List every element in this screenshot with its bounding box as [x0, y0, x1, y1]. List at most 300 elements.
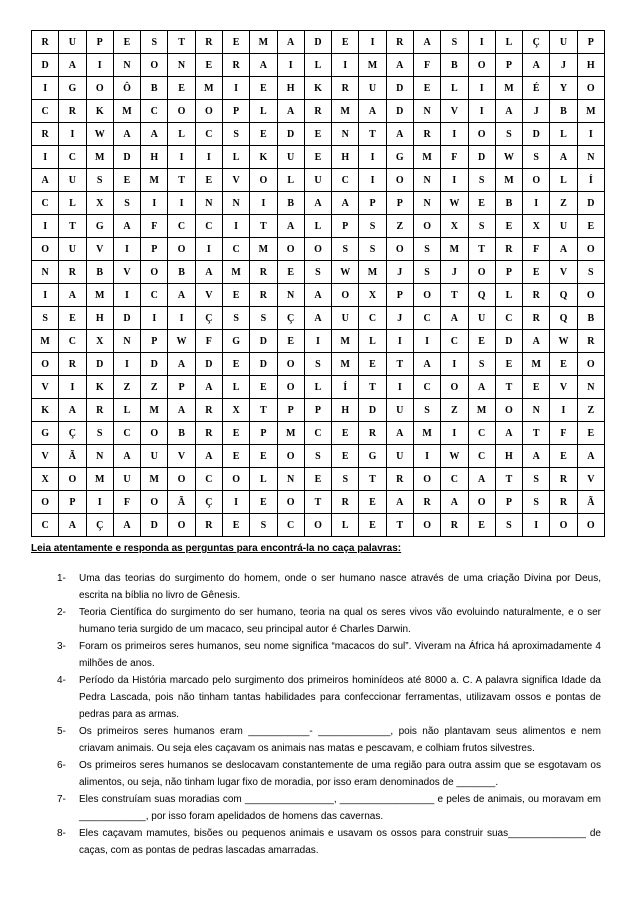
grid-cell: C	[141, 284, 168, 307]
grid-cell: O	[304, 514, 331, 537]
grid-cell: E	[168, 77, 195, 100]
grid-cell: E	[413, 77, 440, 100]
grid-cell: O	[468, 261, 495, 284]
grid-cell: M	[195, 77, 222, 100]
grid-cell: L	[304, 376, 331, 399]
grid-cell: E	[222, 422, 249, 445]
grid-cell: A	[386, 54, 413, 77]
grid-cell: P	[277, 399, 304, 422]
grid-cell: O	[141, 491, 168, 514]
grid-cell: T	[359, 468, 386, 491]
grid-cell: S	[141, 31, 168, 54]
grid-cell: A	[113, 123, 140, 146]
grid-row	[32, 445, 605, 468]
grid-cell: B	[168, 422, 195, 445]
grid-cell: U	[550, 215, 577, 238]
grid-cell: R	[359, 422, 386, 445]
grid-cell: I	[386, 330, 413, 353]
grid-cell: N	[577, 376, 604, 399]
grid-cell: A	[468, 376, 495, 399]
grid-cell: G	[222, 330, 249, 353]
grid-cell: S	[86, 169, 113, 192]
grid-cell: U	[59, 31, 86, 54]
grid-cell: H	[86, 307, 113, 330]
grid-cell: I	[32, 77, 59, 100]
question-number: 2-	[57, 607, 66, 618]
grid-cell: T	[523, 422, 550, 445]
grid-cell: P	[495, 261, 522, 284]
grid-cell: I	[113, 353, 140, 376]
grid-cell: N	[168, 54, 195, 77]
grid-row	[32, 330, 605, 353]
grid-cell: E	[359, 491, 386, 514]
grid-cell: A	[550, 238, 577, 261]
grid-cell: E	[222, 353, 249, 376]
grid-cell: Ç	[195, 307, 222, 330]
grid-cell: H	[332, 146, 359, 169]
grid-cell: I	[441, 422, 468, 445]
grid-cell: U	[332, 307, 359, 330]
grid-cell: C	[195, 215, 222, 238]
grid-cell: O	[413, 284, 440, 307]
grid-cell: C	[277, 514, 304, 537]
grid-cell: R	[86, 399, 113, 422]
grid-cell: N	[277, 468, 304, 491]
grid-cell: D	[495, 330, 522, 353]
grid-cell: C	[195, 468, 222, 491]
grid-cell: R	[413, 491, 440, 514]
grid-cell: S	[86, 422, 113, 445]
grid-row	[32, 353, 605, 376]
grid-cell: E	[304, 146, 331, 169]
grid-cell: O	[304, 238, 331, 261]
grid-cell: M	[523, 353, 550, 376]
grid-cell: L	[550, 123, 577, 146]
grid-cell: E	[250, 491, 277, 514]
grid-cell: R	[386, 31, 413, 54]
grid-cell: O	[577, 77, 604, 100]
grid-cell: C	[168, 215, 195, 238]
grid-cell: M	[495, 77, 522, 100]
grid-cell: A	[59, 399, 86, 422]
grid-cell: W	[86, 123, 113, 146]
grid-cell: O	[550, 514, 577, 537]
grid-cell: K	[32, 399, 59, 422]
grid-cell: Z	[141, 376, 168, 399]
grid-cell: M	[332, 100, 359, 123]
grid-cell: E	[222, 31, 249, 54]
grid-cell: A	[195, 445, 222, 468]
grid-cell: P	[332, 215, 359, 238]
grid-cell: X	[222, 399, 249, 422]
grid-cell: P	[59, 491, 86, 514]
grid-cell: V	[113, 261, 140, 284]
grid-cell: R	[250, 284, 277, 307]
grid-cell: L	[222, 376, 249, 399]
grid-cell: X	[359, 284, 386, 307]
grid-cell: A	[59, 514, 86, 537]
grid-cell: R	[495, 238, 522, 261]
grid-cell: S	[495, 514, 522, 537]
grid-cell: X	[523, 215, 550, 238]
grid-row	[32, 491, 605, 514]
grid-cell: F	[413, 54, 440, 77]
grid-cell: F	[141, 215, 168, 238]
grid-cell: S	[468, 353, 495, 376]
grid-cell: P	[495, 54, 522, 77]
grid-cell: X	[86, 330, 113, 353]
grid-cell: N	[222, 192, 249, 215]
grid-cell: G	[359, 445, 386, 468]
grid-cell: B	[495, 192, 522, 215]
question-number: 4-	[57, 675, 66, 686]
grid-cell: E	[359, 353, 386, 376]
grid-cell: O	[413, 215, 440, 238]
grid-cell: I	[441, 353, 468, 376]
grid-cell: I	[413, 330, 440, 353]
grid-cell: A	[441, 491, 468, 514]
grid-cell: O	[168, 238, 195, 261]
grid-cell: V	[168, 445, 195, 468]
grid-cell: Z	[113, 376, 140, 399]
grid-cell: D	[577, 192, 604, 215]
grid-cell: L	[441, 77, 468, 100]
grid-cell: A	[168, 353, 195, 376]
grid-cell: A	[277, 215, 304, 238]
grid-cell: O	[141, 261, 168, 284]
grid-cell: L	[550, 169, 577, 192]
grid-cell: T	[495, 376, 522, 399]
grid-cell: S	[250, 514, 277, 537]
grid-cell: R	[222, 54, 249, 77]
grid-cell: J	[550, 54, 577, 77]
grid-cell: N	[413, 169, 440, 192]
grid-cell: E	[277, 330, 304, 353]
grid-cell: C	[222, 238, 249, 261]
grid-cell: U	[113, 468, 140, 491]
grid-cell: N	[195, 192, 222, 215]
grid-row	[32, 54, 605, 77]
grid-cell: C	[113, 422, 140, 445]
grid-cell: E	[577, 422, 604, 445]
grid-cell: D	[250, 353, 277, 376]
grid-row	[32, 422, 605, 445]
grid-cell: M	[413, 422, 440, 445]
grid-cell: Y	[550, 77, 577, 100]
grid-cell: U	[304, 169, 331, 192]
question-text: Foram os primeiros seres humanos, seu nome significa “macacos do sul”. Viveram na África há aproximadamente 4 milhões de anos.	[79, 641, 601, 669]
grid-cell: M	[277, 422, 304, 445]
grid-cell: E	[550, 445, 577, 468]
grid-cell: O	[277, 238, 304, 261]
grid-cell: O	[250, 169, 277, 192]
grid-row	[32, 468, 605, 491]
grid-cell: A	[468, 468, 495, 491]
grid-cell: Ã	[168, 491, 195, 514]
grid-cell: O	[413, 514, 440, 537]
grid-cell: C	[32, 514, 59, 537]
question-number: 7-	[57, 794, 66, 805]
grid-row	[32, 261, 605, 284]
grid-cell: Z	[386, 215, 413, 238]
grid-row	[32, 100, 605, 123]
grid-cell: P	[86, 31, 113, 54]
grid-cell: G	[86, 215, 113, 238]
grid-cell: L	[250, 100, 277, 123]
grid-cell: A	[59, 54, 86, 77]
grid-cell: D	[141, 353, 168, 376]
grid-cell: E	[250, 376, 277, 399]
grid-cell: U	[141, 445, 168, 468]
question-item	[31, 757, 601, 791]
grid-cell: B	[577, 307, 604, 330]
grid-cell: O	[141, 54, 168, 77]
grid-cell: M	[86, 468, 113, 491]
grid-cell: M	[141, 399, 168, 422]
grid-cell: T	[495, 468, 522, 491]
grid-cell: I	[32, 146, 59, 169]
grid-cell: Ã	[59, 445, 86, 468]
grid-cell: R	[195, 399, 222, 422]
grid-cell: E	[222, 284, 249, 307]
grid-cell: É	[523, 77, 550, 100]
grid-cell: L	[495, 31, 522, 54]
grid-cell: A	[413, 31, 440, 54]
grid-cell: S	[113, 192, 140, 215]
grid-cell: A	[113, 215, 140, 238]
grid-cell: C	[32, 192, 59, 215]
grid-cell: N	[413, 192, 440, 215]
grid-cell: U	[59, 169, 86, 192]
grid-cell: P	[386, 192, 413, 215]
grid-cell: I	[304, 330, 331, 353]
grid-cell: O	[495, 399, 522, 422]
grid-cell: M	[332, 330, 359, 353]
grid-cell: A	[523, 54, 550, 77]
grid-cell: S	[250, 307, 277, 330]
grid-cell: D	[468, 146, 495, 169]
grid-cell: H	[141, 146, 168, 169]
grid-cell: E	[468, 192, 495, 215]
grid-cell: S	[523, 146, 550, 169]
grid-cell: A	[523, 330, 550, 353]
question-number: 8-	[57, 828, 66, 839]
grid-cell: T	[168, 31, 195, 54]
grid-cell: Q	[550, 307, 577, 330]
grid-cell: I	[413, 445, 440, 468]
grid-cell: G	[386, 146, 413, 169]
grid-cell: S	[332, 468, 359, 491]
grid-cell: S	[32, 307, 59, 330]
grid-cell: M	[250, 238, 277, 261]
grid-cell: E	[250, 77, 277, 100]
grid-cell: S	[495, 123, 522, 146]
grid-cell: O	[413, 468, 440, 491]
grid-cell: A	[386, 491, 413, 514]
question-text: Teoria Científica do surgimento do ser humano, teoria na qual os seres vivos vão evoluindo naturalmente, e o ser humano teria surgido de um macaco, seu principal autor é Charles Darwin.	[79, 607, 601, 635]
grid-cell: I	[168, 307, 195, 330]
grid-cell: I	[141, 192, 168, 215]
grid-cell: E	[523, 261, 550, 284]
grid-cell: A	[413, 353, 440, 376]
grid-cell: I	[577, 123, 604, 146]
grid-cell: E	[195, 169, 222, 192]
grid-cell: A	[495, 422, 522, 445]
grid-row	[32, 192, 605, 215]
grid-cell: P	[386, 284, 413, 307]
grid-cell: T	[359, 376, 386, 399]
grid-cell: A	[250, 54, 277, 77]
grid-cell: S	[441, 31, 468, 54]
grid-cell: A	[141, 123, 168, 146]
grid-cell: T	[250, 399, 277, 422]
grid-cell: A	[577, 445, 604, 468]
grid-cell: S	[332, 238, 359, 261]
question-number: 1-	[57, 573, 66, 584]
grid-cell: J	[523, 100, 550, 123]
grid-cell: E	[577, 215, 604, 238]
grid-cell: K	[304, 77, 331, 100]
grid-cell: O	[523, 169, 550, 192]
grid-cell: D	[386, 77, 413, 100]
grid-cell: V	[195, 284, 222, 307]
question-item	[31, 723, 601, 757]
grid-cell: O	[168, 100, 195, 123]
grid-cell: N	[86, 445, 113, 468]
grid-cell: I	[523, 192, 550, 215]
grid-cell: I	[32, 215, 59, 238]
grid-cell: Ç	[523, 31, 550, 54]
grid-cell: Z	[550, 192, 577, 215]
grid-cell: L	[59, 192, 86, 215]
grid-cell: C	[59, 330, 86, 353]
grid-cell: I	[222, 77, 249, 100]
grid-cell: E	[59, 307, 86, 330]
grid-cell: V	[32, 445, 59, 468]
grid-cell: I	[222, 215, 249, 238]
grid-cell: L	[304, 54, 331, 77]
grid-cell: O	[577, 238, 604, 261]
grid-cell: O	[141, 422, 168, 445]
grid-cell: O	[222, 468, 249, 491]
grid-cell: A	[195, 261, 222, 284]
grid-cell: I	[250, 192, 277, 215]
grid-cell: X	[441, 215, 468, 238]
grid-cell: C	[441, 330, 468, 353]
grid-cell: E	[359, 514, 386, 537]
grid-cell: O	[277, 445, 304, 468]
grid-cell: R	[32, 31, 59, 54]
grid-cell: N	[113, 330, 140, 353]
grid-cell: F	[441, 146, 468, 169]
grid-cell: N	[523, 399, 550, 422]
grid-cell: E	[304, 468, 331, 491]
grid-cell: O	[168, 514, 195, 537]
grid-cell: S	[523, 491, 550, 514]
grid-cell: H	[577, 54, 604, 77]
grid-cell: L	[359, 330, 386, 353]
grid-cell: L	[304, 215, 331, 238]
grid-cell: X	[86, 192, 113, 215]
grid-cell: H	[332, 399, 359, 422]
grid-cell: E	[495, 215, 522, 238]
grid-row	[32, 169, 605, 192]
grid-cell: A	[332, 192, 359, 215]
grid-cell: O	[32, 353, 59, 376]
grid-cell: U	[468, 307, 495, 330]
grid-cell: L	[277, 169, 304, 192]
grid-cell: U	[59, 238, 86, 261]
grid-cell: C	[495, 307, 522, 330]
grid-cell: E	[250, 445, 277, 468]
grid-cell: D	[113, 307, 140, 330]
grid-cell: K	[250, 146, 277, 169]
questions-list	[31, 570, 601, 859]
grid-cell: V	[441, 100, 468, 123]
grid-cell: J	[441, 261, 468, 284]
grid-cell: C	[413, 376, 440, 399]
grid-cell: D	[523, 123, 550, 146]
grid-cell: P	[304, 399, 331, 422]
grid-cell: G	[32, 422, 59, 445]
grid-cell: D	[113, 146, 140, 169]
grid-cell: T	[468, 238, 495, 261]
grid-cell: Ç	[277, 307, 304, 330]
question-text: Eles caçavam mamutes, bisões ou pequenos animais e usavam os ossos para construir suas______________ de caças, com as pontas de pedras lascadas amarradas.	[79, 828, 601, 856]
grid-cell: R	[550, 468, 577, 491]
grid-cell: I	[468, 31, 495, 54]
grid-cell: Q	[550, 284, 577, 307]
grid-cell: N	[332, 123, 359, 146]
grid-cell: P	[359, 192, 386, 215]
grid-cell: I	[359, 31, 386, 54]
grid-cell: S	[304, 353, 331, 376]
grid-cell: M	[86, 146, 113, 169]
grid-cell: E	[113, 169, 140, 192]
grid-cell: A	[359, 100, 386, 123]
grid-cell: Ô	[113, 77, 140, 100]
grid-cell: C	[32, 100, 59, 123]
grid-cell: K	[86, 100, 113, 123]
grid-cell: L	[332, 514, 359, 537]
grid-cell: R	[195, 514, 222, 537]
grid-cell: O	[277, 491, 304, 514]
grid-cell: M	[359, 54, 386, 77]
grid-cell: D	[195, 353, 222, 376]
grid-cell: I	[59, 123, 86, 146]
question-text: Eles construíam suas moradias com ________________, _________________ e peles de animais, ou moravam em ____________, por isso foram apelidados de homens das cavernas.	[79, 794, 601, 822]
instruction-text: Leia atentamente e responda as perguntas para encontrá-la no caça palavras:	[31, 543, 402, 554]
grid-cell: T	[386, 514, 413, 537]
grid-cell: C	[468, 445, 495, 468]
grid-cell: C	[141, 100, 168, 123]
question-text: Uma das teorias do surgimento do homem, onde o ser humano nasce através de uma criação Divina por Deus, escrita na bíblia no livro de Gênesis.	[79, 573, 601, 601]
grid-cell: E	[523, 376, 550, 399]
grid-cell: I	[386, 376, 413, 399]
grid-cell: F	[195, 330, 222, 353]
grid-cell: A	[386, 422, 413, 445]
grid-cell: X	[32, 468, 59, 491]
grid-cell: I	[195, 146, 222, 169]
grid-cell: E	[277, 261, 304, 284]
question-text: Período da História marcado pelo surgimento dos primeiros hominídeos até 8000 a. C. A palavra significa Idade da Pedra Lascada, pois não tinham tantas habilidades para confeccionar ferramentas, utilizavam ossos e pontas de pedras para as armas.	[79, 675, 601, 720]
grid-cell: P	[577, 31, 604, 54]
grid-cell: I	[550, 399, 577, 422]
grid-cell: I	[59, 376, 86, 399]
grid-cell: A	[32, 169, 59, 192]
grid-cell: C	[441, 468, 468, 491]
grid-row	[32, 514, 605, 537]
